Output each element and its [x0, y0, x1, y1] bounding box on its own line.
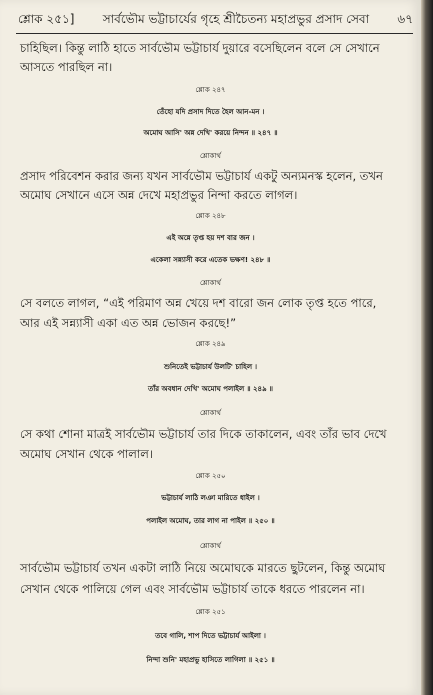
verse-248-line-2: একেলা সন্ন্যাসী করে এতেক ভক্ষণ! ২৪৮ ॥	[150, 256, 271, 264]
verse-251-line-2: নিন্দা শুনি' মহাপ্রভু হাসিতে লাগিলা ॥ ২৫১ ॥	[146, 656, 275, 664]
book-edge	[421, 0, 433, 695]
verse-250-translation-label: শ্লোকার্থ	[200, 542, 221, 550]
intro-line-1: চাহিছিল। কিন্তু লাঠি হাতে সার্বভৌম ভট্টাচার্য দুয়ারে বসেছিলেন বলে সে সেখানে	[20, 41, 380, 55]
intro-line-2: আসতে পারছিল না।	[20, 60, 113, 74]
verse-248-line-1: এই অন্নে তৃপ্ত হয় দশ বার জন ।	[166, 234, 255, 242]
verse-251-line-1: তবে গালি, শাপ দিতে ভট্টাচার্য আইলা ।	[155, 632, 266, 640]
verse-247-label: শ্লোক ২৪৭	[195, 86, 226, 94]
verse-248-translation-2: আর এই সন্ন্যাসী একা এত অন্ন ভোজন করছে!”	[20, 316, 237, 330]
running-header	[18, 8, 413, 30]
verse-250-label: শ্লোক ২৫০	[195, 472, 226, 480]
verse-248-translation-1: সে বলতে লাগল, “এই পরিমাণ অন্ন খেয়ে দশ বারো জন লোক তৃপ্ত হতে পারে,	[20, 296, 377, 310]
verse-250-line-2: পলাইল অমোঘ, তার লাগ না পাইল ॥ ২৫০ ॥	[146, 517, 275, 525]
verse-247-translation-2: অমোঘ সেখানে এসে অন্ন দেখে মহাপ্রভুর নিন্দা করতে লাগল।	[20, 188, 298, 202]
header-verse-ref: শ্লোক ২৫১]	[18, 12, 75, 26]
verse-250-translation-2: সেখান থেকে পালিয়ে গেল এবং সার্বভৌম ভট্টাচার্য তাকে ধরতে পারলেন না।	[20, 582, 365, 596]
verse-249-label: শ্লোক ২৪৯	[195, 340, 226, 348]
verse-247-translation-label: শ্লোকার্থ	[200, 152, 221, 160]
verse-250-line-1: ভট্টাচার্য লাঠি লঞা মারিতে ধাইল ।	[161, 494, 260, 502]
page-number: ৬৭	[397, 12, 413, 26]
verse-251-label: শ্লোক ২৫১	[195, 608, 226, 616]
verse-250-translation-1: সার্বভৌম ভট্টাচার্য তখন একটা লাঠি নিয়ে অমোঘকে মারতে ছুটলেন, কিন্তু অমোঘ	[20, 561, 386, 575]
verse-247-line-2: অমোঘ আসি' অন্ন দেখি' করয়ে নিন্দন ॥ ২৪৭ ॥	[143, 129, 278, 137]
header-title: সার্বভৌম ভট্টাচার্যের গৃহে শ্রীচৈতন্য মহাপ্রভুর প্রসাদ সেবা	[102, 12, 370, 26]
header-rule	[16, 33, 413, 34]
verse-249-translation-1: সে কথা শোনা মাত্রই সার্বভৌম ভট্টাচার্য তার দিকে তাকালেন, এবং তাঁর ভাব দেখে	[20, 427, 387, 441]
verse-249-line-1: শুনিতেই ভট্টাচার্য উলটি' চাহিল ।	[164, 363, 257, 371]
verse-249-translation-label: শ্লোকার্থ	[200, 409, 221, 417]
verse-247-translation-1: প্রসাদ পরিবেশন করার জন্য যখন সার্বভৌম ভট্টাচার্য একটু অন্যমনস্ক হলেন, তখন	[20, 169, 383, 183]
verse-247-line-1: তেঁহো যদি প্রসাদ দিতে হৈল আন-মন ।	[156, 108, 265, 116]
verse-248-translation-label: শ্লোকার্থ	[200, 279, 221, 287]
verse-248-label: শ্লোক ২৪৮	[195, 212, 226, 220]
verse-249-line-2: তাঁর অবধান দেখি' অমোঘ পলাইল ॥ ২৪৯ ॥	[147, 385, 274, 393]
verse-249-translation-2: অমোঘ সেখান থেকে পালাল।	[20, 447, 153, 461]
